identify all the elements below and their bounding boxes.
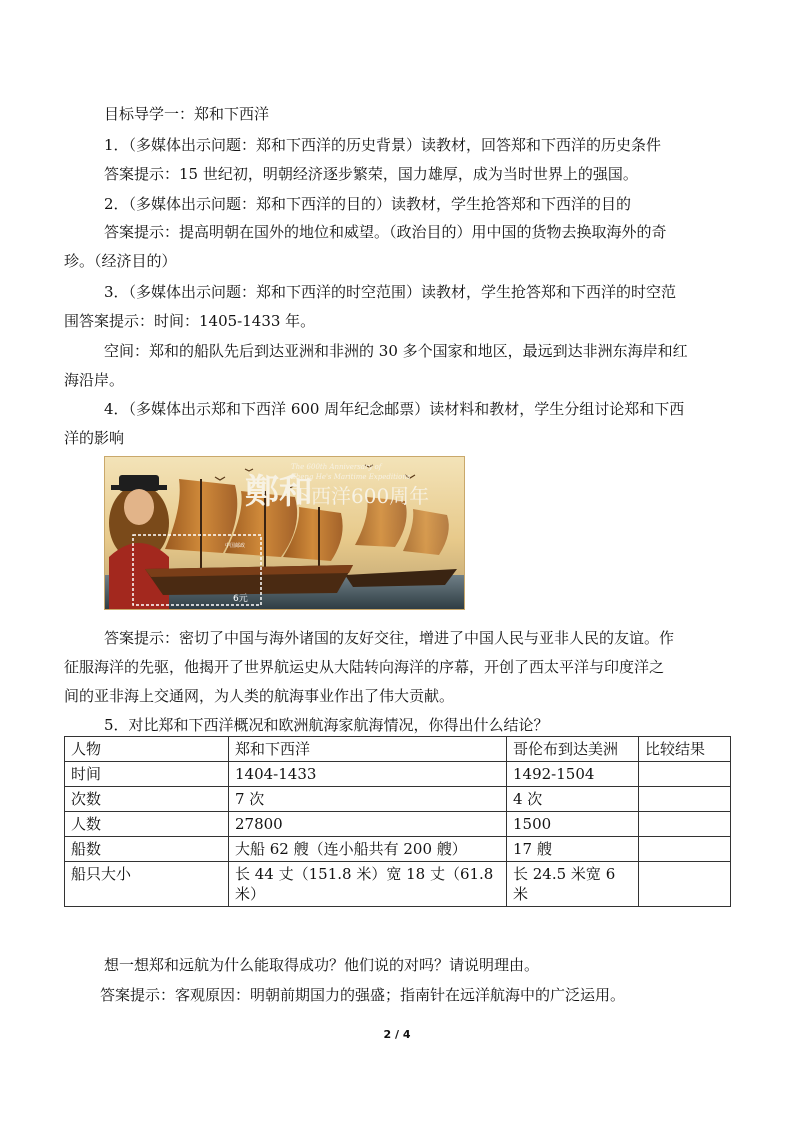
stamp-country: 中国邮政	[225, 543, 246, 549]
answer-2-line-1: 答案提示：提高明朝在国外的地位和威望。（政治目的）用中国的货物去换取海外的奇	[104, 223, 667, 241]
page-number: 2 / 4	[383, 1028, 411, 1041]
table-cell: 次数	[65, 787, 229, 812]
stamp-title-en-1: The 600th Anniversary of	[291, 463, 382, 471]
question-5: 5．对比郑和下西洋概况和欧洲航海家航海情况，你得出什么结论？	[104, 716, 549, 734]
table-cell	[639, 812, 731, 837]
stamp-title-cn: 下西洋600周年	[291, 484, 430, 508]
question-4-line-1: 4．（多媒体出示郑和下西洋 600 周年纪念邮票）读材料和教材，学生分组讨论郑和下西	[104, 400, 685, 418]
table-row	[65, 837, 731, 862]
table-row	[65, 762, 731, 787]
table-header-cell: 比较结果	[639, 737, 731, 762]
comparison-table	[64, 736, 731, 907]
table-cell: 7 次	[229, 787, 507, 812]
stamp-title-big: 鄭和	[245, 472, 313, 512]
table-header-cell: 郑和下西洋	[229, 737, 507, 762]
section-heading: 目标导学一：郑和下西洋	[104, 105, 270, 123]
answer-2-line-2: 珍。（经济目的）	[64, 252, 177, 270]
table-header-cell: 人物	[65, 737, 229, 762]
table-cell: 27800	[229, 812, 507, 837]
table-cell: 船只大小	[65, 862, 229, 907]
answer-4-line-2: 征服海洋的先驱，他揭开了世界航运史从大陆转向海洋的序幕，开创了西太平洋与印度洋之	[64, 658, 665, 676]
table-cell: 长 24.5 米宽 6 米	[507, 862, 639, 907]
question-3-line-2: 围答案提示：时间：1405-1433 年。	[64, 312, 316, 330]
answer-4-line-3: 间的亚非海上交通网，为人类的航海事业作出了伟大贡献。	[64, 687, 455, 705]
answer-1: 答案提示：15 世纪初，明朝经济逐步繁荣，国力雄厚，成为当时世界上的强国。	[104, 165, 638, 183]
table-cell	[639, 837, 731, 862]
commemorative-stamp-image	[104, 456, 465, 610]
table-header-cell: 哥伦布到达美洲	[507, 737, 639, 762]
table-row	[65, 787, 731, 812]
table-row	[65, 812, 731, 837]
question-2: 2．（多媒体出示问题：郑和下西洋的目的）读教材，学生抢答郑和下西洋的目的	[104, 195, 632, 213]
table-cell: 1500	[507, 812, 639, 837]
question-3-line-1: 3．（多媒体出示问题：郑和下西洋的时空范围）读教材，学生抢答郑和下西洋的时空范	[104, 283, 677, 301]
table-cell: 长 44 丈（151.8 米）宽 18 丈（61.8 米）	[229, 862, 507, 907]
table-cell: 17 艘	[507, 837, 639, 862]
question-1: 1．（多媒体出示问题：郑和下西洋的历史背景）读教材，回答郑和下西洋的历史条件	[104, 136, 662, 154]
table-cell: 时间	[65, 762, 229, 787]
answer-5: 答案提示：客观原因：明朝前期国力的强盛；指南针在远洋航海中的广泛运用。	[100, 986, 626, 1004]
question-4-line-2: 洋的影响	[64, 429, 125, 447]
table-cell: 船数	[65, 837, 229, 862]
table-cell	[639, 762, 731, 787]
table-cell: 1492-1504	[507, 762, 639, 787]
stamp-title-en-2: Zheng He's Maritime Expeditions	[291, 473, 411, 481]
table-row	[65, 862, 731, 907]
table-cell: 大船 62 艘（连小船共有 200 艘）	[229, 837, 507, 862]
question-3-line-4: 海沿岸。	[64, 371, 125, 389]
table-header-row	[65, 737, 731, 762]
table-cell	[639, 862, 731, 907]
think-question: 想一想郑和远航为什么能取得成功？他们说的对吗？请说明理由。	[104, 956, 540, 974]
table-cell: 人数	[65, 812, 229, 837]
stamp-value: 6元	[233, 594, 248, 604]
table-cell: 1404-1433	[229, 762, 507, 787]
answer-4-line-1: 答案提示：密切了中国与海外诸国的友好交往，增进了中国人民与亚非人民的友谊。作	[104, 629, 675, 647]
question-3-line-3: 空间：郑和的船队先后到达亚洲和非洲的 30 多个国家和地区，最远到达非洲东海岸和红	[104, 342, 688, 360]
table-cell	[639, 787, 731, 812]
table-cell: 4 次	[507, 787, 639, 812]
